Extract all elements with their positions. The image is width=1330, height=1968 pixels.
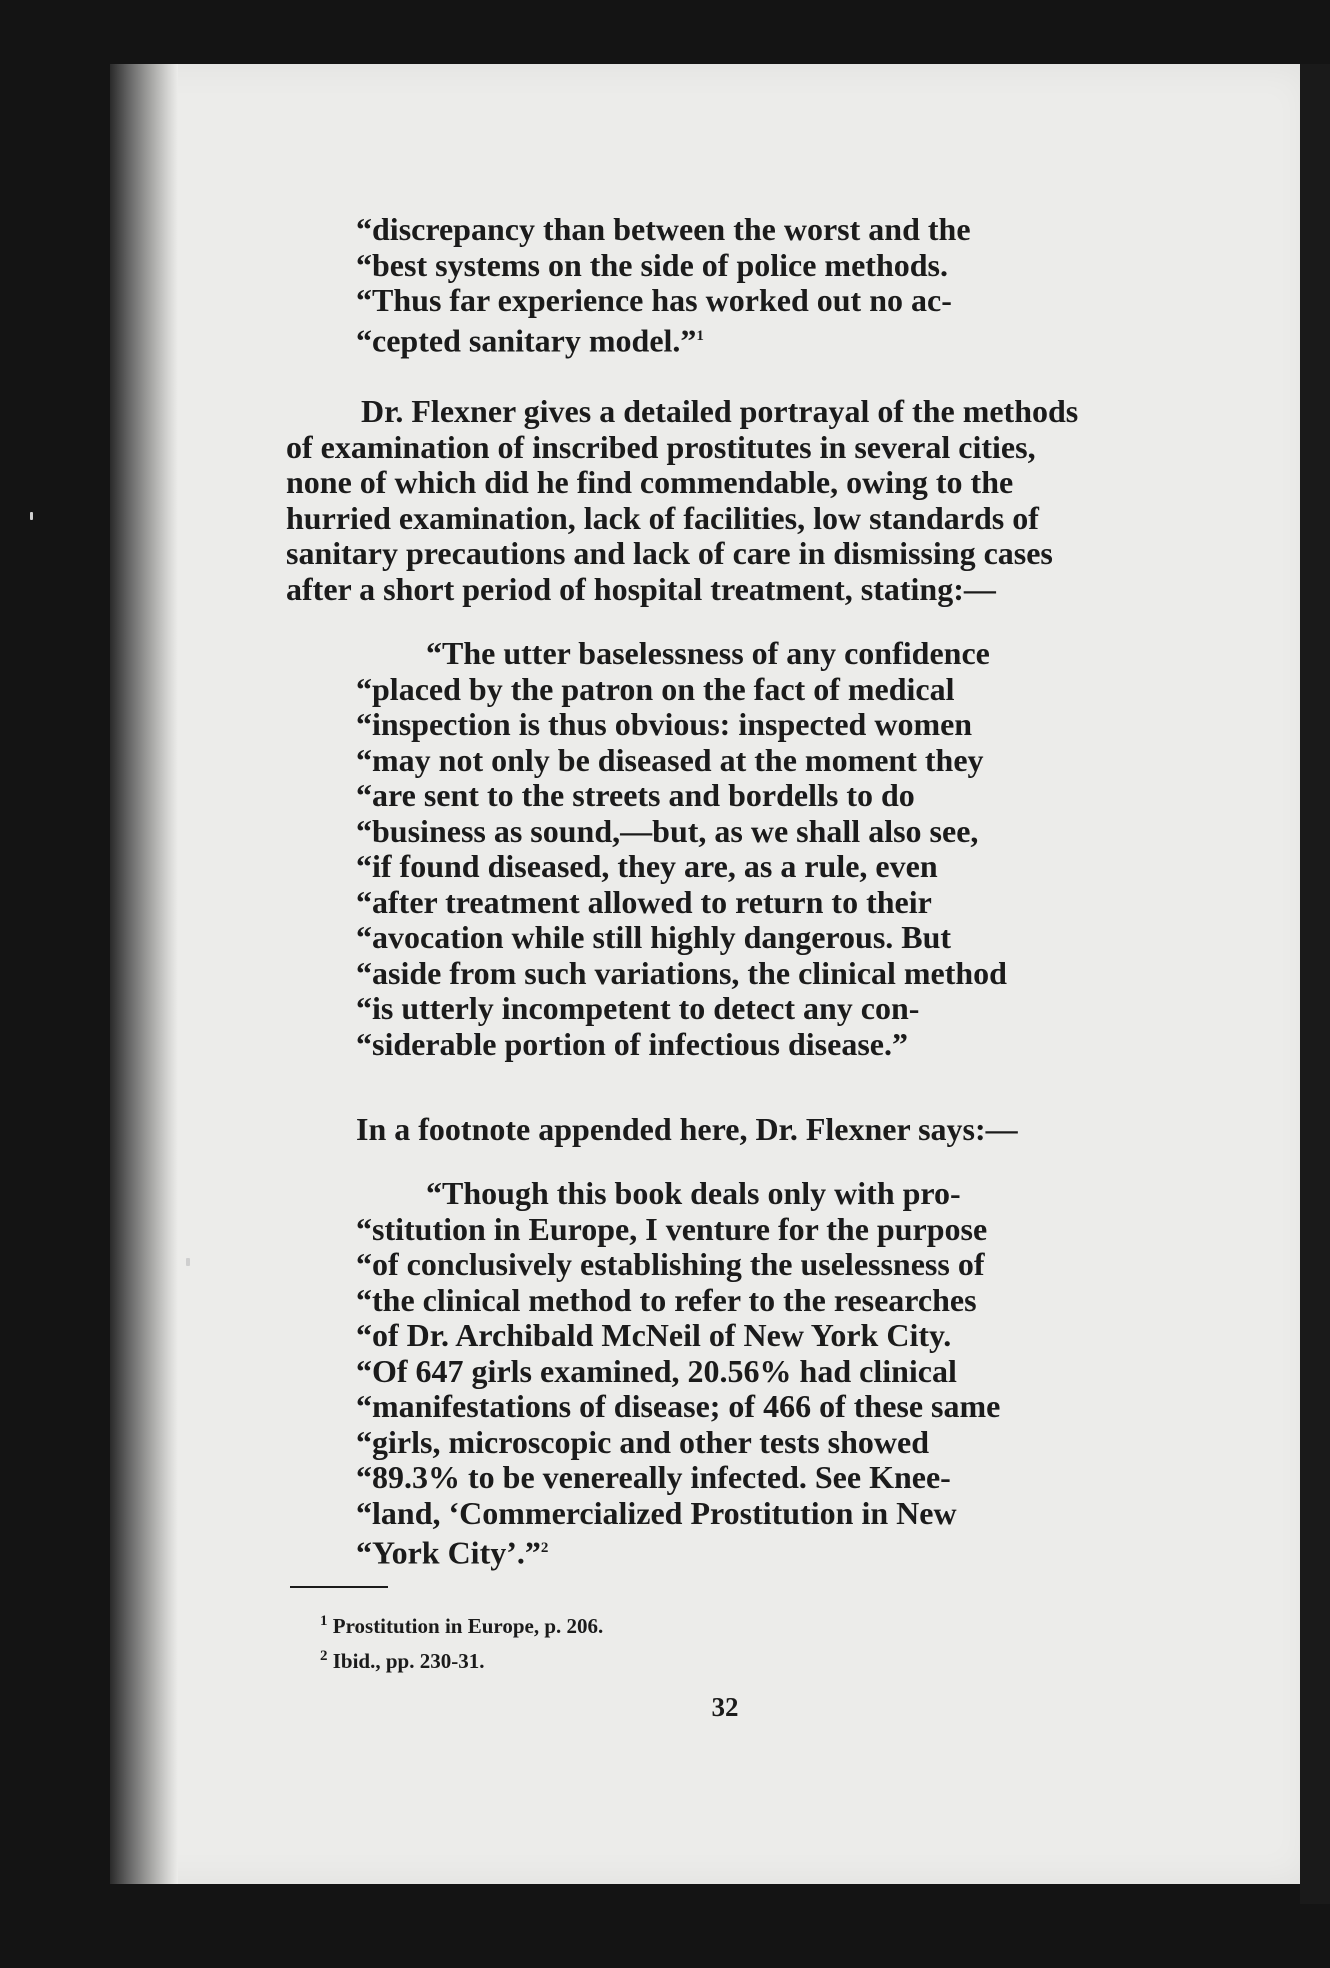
footnotes	[320, 1606, 603, 1676]
footnote	[320, 1641, 603, 1676]
text-line: Dr. Flexner gives a detailed portrayal of the methods	[361, 393, 1079, 429]
text-line: after a short period of hospital treatment, stating:—	[286, 570, 996, 607]
scan-speck	[186, 1258, 190, 1266]
text-line: “manifestations of disease; of 466 of these same	[356, 1388, 1001, 1424]
footnote-divider	[290, 1586, 388, 1588]
opening-quote	[356, 212, 1156, 359]
text-line: “is utterly incompetent to detect any con-	[356, 990, 920, 1026]
text-line: “of conclusively establishing the uselessness of	[356, 1246, 985, 1282]
text-line: “inspection is thus obvious: inspected women	[356, 706, 973, 742]
footnote-marker: 1	[696, 327, 704, 344]
footnote-text: Ibid., pp. 230-31.	[332, 1649, 485, 1673]
text-line: “discrepancy than between the worst and the	[356, 211, 971, 247]
text-line: “may not only be diseased at the moment they	[356, 741, 984, 778]
text-line	[356, 1531, 1186, 1571]
scan-speck	[30, 512, 33, 520]
text-line: “if found diseased, they are, as a rule, even	[356, 848, 938, 884]
text-line: “stitution in Europe, I venture for the purpose	[356, 1210, 988, 1247]
text-line: “the clinical method to refer to the researches	[356, 1281, 977, 1318]
block-quote	[356, 636, 1186, 1062]
footnote-marker: 2	[540, 1540, 549, 1556]
text-line: “land, ‘Commercialized Prostitution in New	[356, 1494, 957, 1531]
text-line: “89.3% to be venereally infected. See Knee-	[356, 1459, 951, 1495]
text-fragment: “cepted sanitary model.”	[356, 322, 697, 359]
text-line: “girls, microscopic and other tests showed	[356, 1423, 930, 1460]
text-line: “The utter baselessness of any confidence	[426, 635, 990, 671]
text-line: “are sent to the streets and bordells to do	[356, 777, 915, 813]
text-line: “business as sound,—but, as we shall also see,	[356, 812, 979, 849]
text-line: “avocation while still highly dangerous. But	[356, 919, 952, 955]
text-line: “Thus far experience has worked out no ac-	[356, 282, 952, 318]
text-line: “best systems on the side of police methods.	[356, 246, 948, 283]
text-line: “Of 647 girls examined, 20.56% had clinical	[356, 1352, 957, 1389]
footnote-number: 1	[320, 1613, 328, 1629]
text-line: hurried examination, lack of facilities, low standards of	[286, 499, 1039, 536]
body-paragraph	[356, 1112, 1206, 1148]
block-quote	[356, 1176, 1186, 1571]
footnote-text: Prostitution in Europe, p. 206.	[332, 1614, 604, 1638]
page-number: 32	[711, 1692, 739, 1722]
footnote-number: 2	[320, 1648, 328, 1664]
text-fragment: “York City’.”	[356, 1534, 541, 1571]
text-line: “placed by the patron on the fact of medical	[356, 670, 955, 707]
text-line: “siderable portion of infectious disease.”	[356, 1025, 908, 1062]
text-line: “of Dr. Archibald McNeil of New York City.	[356, 1317, 952, 1353]
book-binding-shadow	[110, 64, 178, 1884]
text-line: none of which did he find commendable, owing to the	[286, 464, 1014, 500]
text-line: “aside from such variations, the clinical method	[356, 954, 1007, 991]
text-line: In a footnote appended here, Dr. Flexner says:—	[356, 1111, 1018, 1147]
text-line: of examination of inscribed prostitutes in several cities,	[286, 428, 1036, 465]
text-line: sanitary precautions and lack of care in dismissing cases	[286, 535, 1053, 571]
text-line: “Though this book deals only with pro-	[426, 1175, 961, 1211]
page-edge	[1300, 64, 1330, 1904]
text-line: “after treatment allowed to return to their	[356, 883, 932, 920]
body-paragraph	[286, 394, 1206, 607]
footnote	[320, 1606, 603, 1641]
text-line	[356, 319, 1156, 359]
